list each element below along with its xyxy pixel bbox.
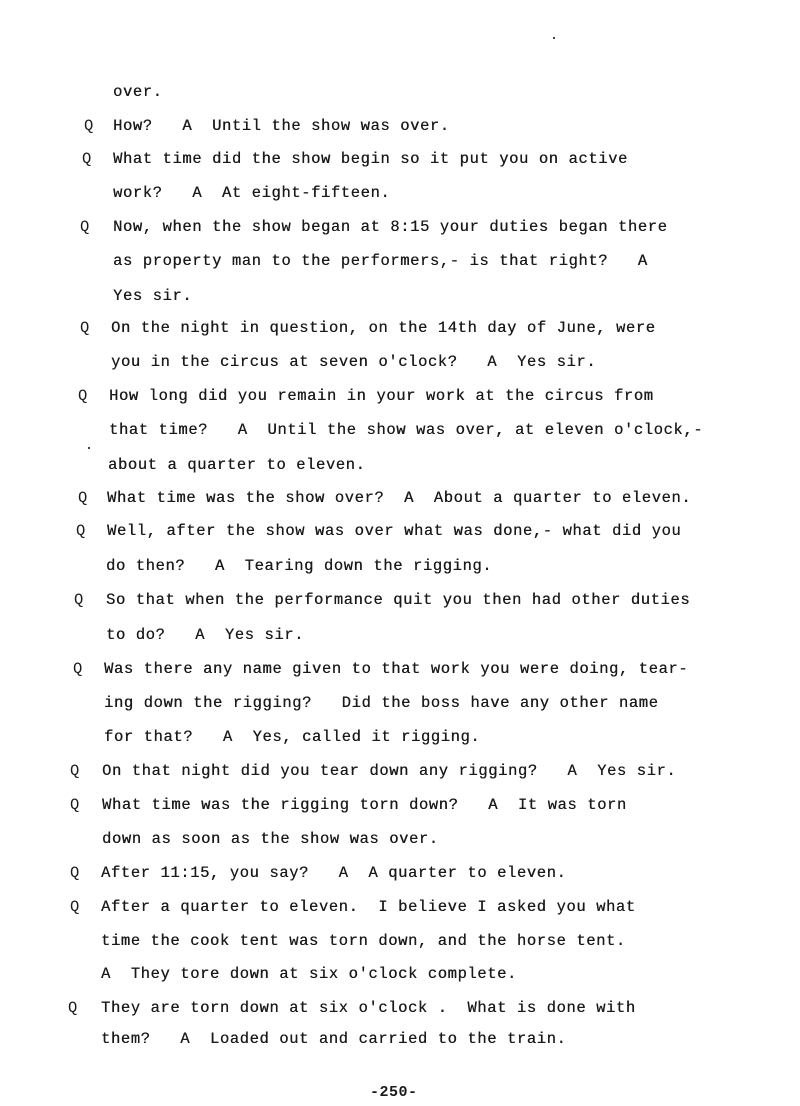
text-line: How? A Until the show was over. (113, 117, 450, 135)
text-line: On the night in question, on the 14th day of June, were (111, 319, 656, 337)
text-line: After a quarter to eleven. I believe I asked you what (101, 898, 636, 916)
text-line: What time was the rigging torn down? A It was torn (102, 796, 627, 814)
q-marker: Q (74, 591, 84, 609)
text-line: to do? A Yes sir. (106, 626, 305, 644)
q-marker: Q (70, 898, 80, 916)
q-marker: Q (76, 522, 86, 540)
q-marker: Q (80, 218, 90, 236)
text-line: A They tore down at six o'clock complete. (101, 965, 517, 983)
text-line: as property man to the performers,- is that right? A (113, 252, 648, 270)
text-line: ing down the rigging? Did the boss have any other name (104, 694, 659, 712)
text-line: After 11:15, you say? A A quarter to eleven. (101, 864, 567, 882)
q-marker: Q (73, 660, 83, 678)
text-line: do then? A Tearing down the rigging. (106, 557, 493, 575)
text-line: you in the circus at seven o'clock? A Yes sir. (111, 353, 597, 371)
text-line: about a quarter to eleven. (108, 456, 366, 474)
q-marker: Q (82, 150, 92, 168)
q-marker: Q (78, 489, 88, 507)
text-line: for that? A Yes, called it rigging. (104, 728, 481, 746)
scan-speck (88, 447, 90, 449)
text-line: work? A At eight-fifteen. (113, 184, 391, 202)
text-line: time the cook tent was torn down, and the horse tent. (101, 932, 626, 950)
text-line: What time did the show begin so it put you on active (113, 150, 628, 168)
text-line: Now, when the show began at 8:15 your duties began there (113, 218, 668, 236)
q-marker: Q (80, 319, 90, 337)
text-line: that time? A Until the show was over, at eleven o'clock,- (109, 421, 704, 439)
text-line: Yes sir. (113, 287, 193, 305)
q-marker: Q (84, 117, 94, 135)
text-line: Well, after the show was over what was done,- what did you (107, 522, 682, 540)
text-line: What time was the show over? A About a quarter to eleven. (107, 489, 692, 507)
q-marker: Q (70, 762, 80, 780)
q-marker: Q (78, 387, 88, 405)
q-marker: Q (70, 796, 80, 814)
scan-speck (553, 37, 555, 39)
text-line: How long did you remain in your work at the circus from (109, 387, 654, 405)
text-line: down as soon as the show was over. (102, 830, 439, 848)
page-number: -250- (370, 1084, 418, 1101)
text-line: They are torn down at six o'clock . What is done with (101, 999, 636, 1017)
text-line: them? A Loaded out and carried to the train. (101, 1030, 567, 1048)
text-line: Was there any name given to that work you were doing, tear- (104, 660, 689, 678)
text-line: over. (113, 83, 163, 101)
q-marker: Q (70, 864, 80, 882)
q-marker: Q (68, 999, 78, 1017)
text-line: So that when the performance quit you then had other duties (106, 591, 691, 609)
text-line: On that night did you tear down any rigging? A Yes sir. (102, 762, 677, 780)
